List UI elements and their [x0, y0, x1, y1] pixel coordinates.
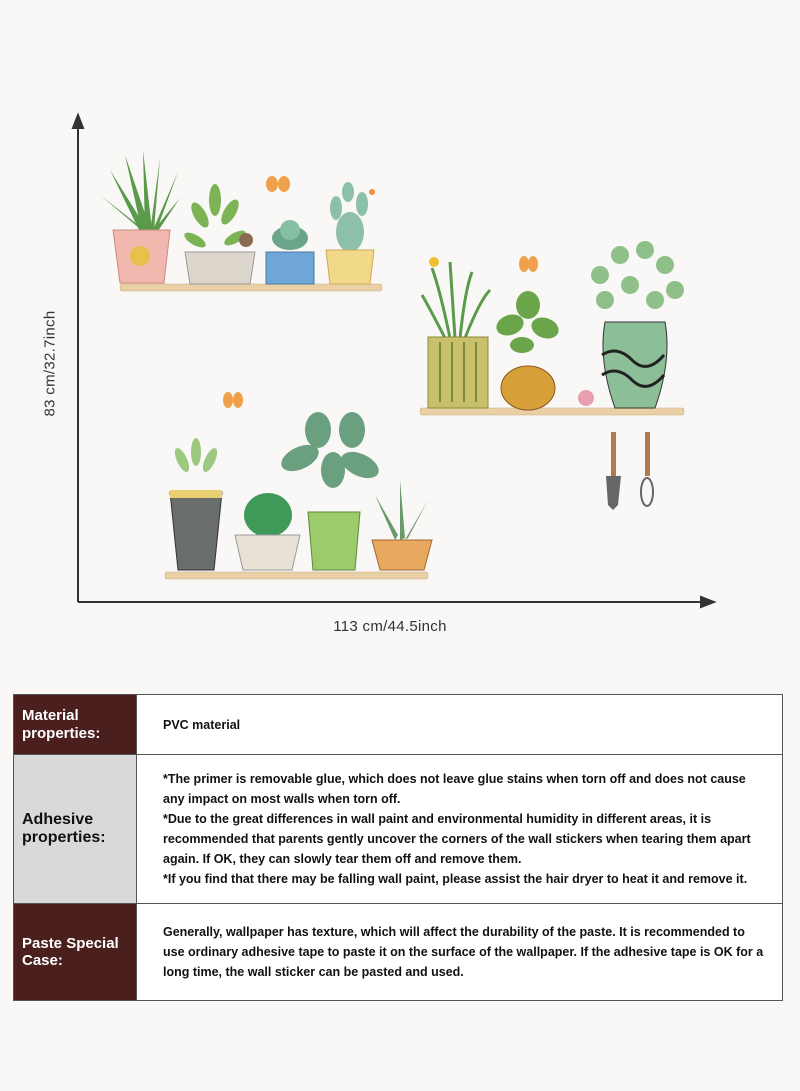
potted-monstera — [493, 291, 594, 410]
height-dimension-label: 83 cm/32.7inch — [41, 310, 59, 417]
butterfly-icon — [223, 392, 243, 408]
spec-key: Paste Special Case: — [14, 904, 137, 1001]
butterfly-icon — [266, 176, 290, 192]
spec-line: Generally, wallpaper has texture, which will affect the durability of the paste. It is recommended to use ordinary adhesive tape to paste it on the surface of the wallpaper. If the adhesive tape is OK for a long time, the wall sticker can be pasted and used. — [163, 925, 764, 979]
spec-row-paste-special — [14, 904, 783, 1001]
width-dimension-label: 113 cm/44.5inch — [333, 618, 447, 635]
potted-round-leaf-plant — [591, 241, 684, 408]
spec-row-adhesive — [14, 755, 783, 904]
spec-row-material — [14, 695, 783, 755]
spec-value — [137, 755, 783, 904]
spec-value — [137, 904, 783, 1001]
potted-succulent — [266, 220, 314, 284]
spec-key: Material properties: — [14, 695, 137, 755]
spec-line: *Due to the great differences in wall paint and environmental humidity in different areas, it is recommended that parents gently uncover the corners of the wall stickers when tearing them apart again. If OK, they can slowly tear them off and remove them. — [163, 812, 751, 866]
potted-leafy-plant — [182, 184, 255, 284]
spec-key: Adhesive properties: — [14, 755, 137, 904]
butterfly-icon — [519, 256, 538, 272]
potted-aloe — [100, 150, 180, 283]
potted-grass — [422, 257, 490, 408]
spec-table — [13, 694, 783, 1001]
potted-cactus — [326, 182, 375, 284]
spec-line: PVC material — [163, 717, 241, 732]
spec-line: *The primer is removable glue, which does not leave glue stains when torn off and does not cause any impact on most walls when torn off. — [163, 772, 746, 806]
potted-round-cactus — [235, 493, 300, 570]
potted-cup-plant — [372, 480, 432, 570]
potted-herb — [170, 438, 222, 570]
garden-tools-icon — [606, 432, 653, 510]
spec-value — [137, 695, 783, 755]
spec-line: *If you find that there may be falling wall paint, please assist the hair dryer to heat it and remove it. — [163, 872, 748, 886]
